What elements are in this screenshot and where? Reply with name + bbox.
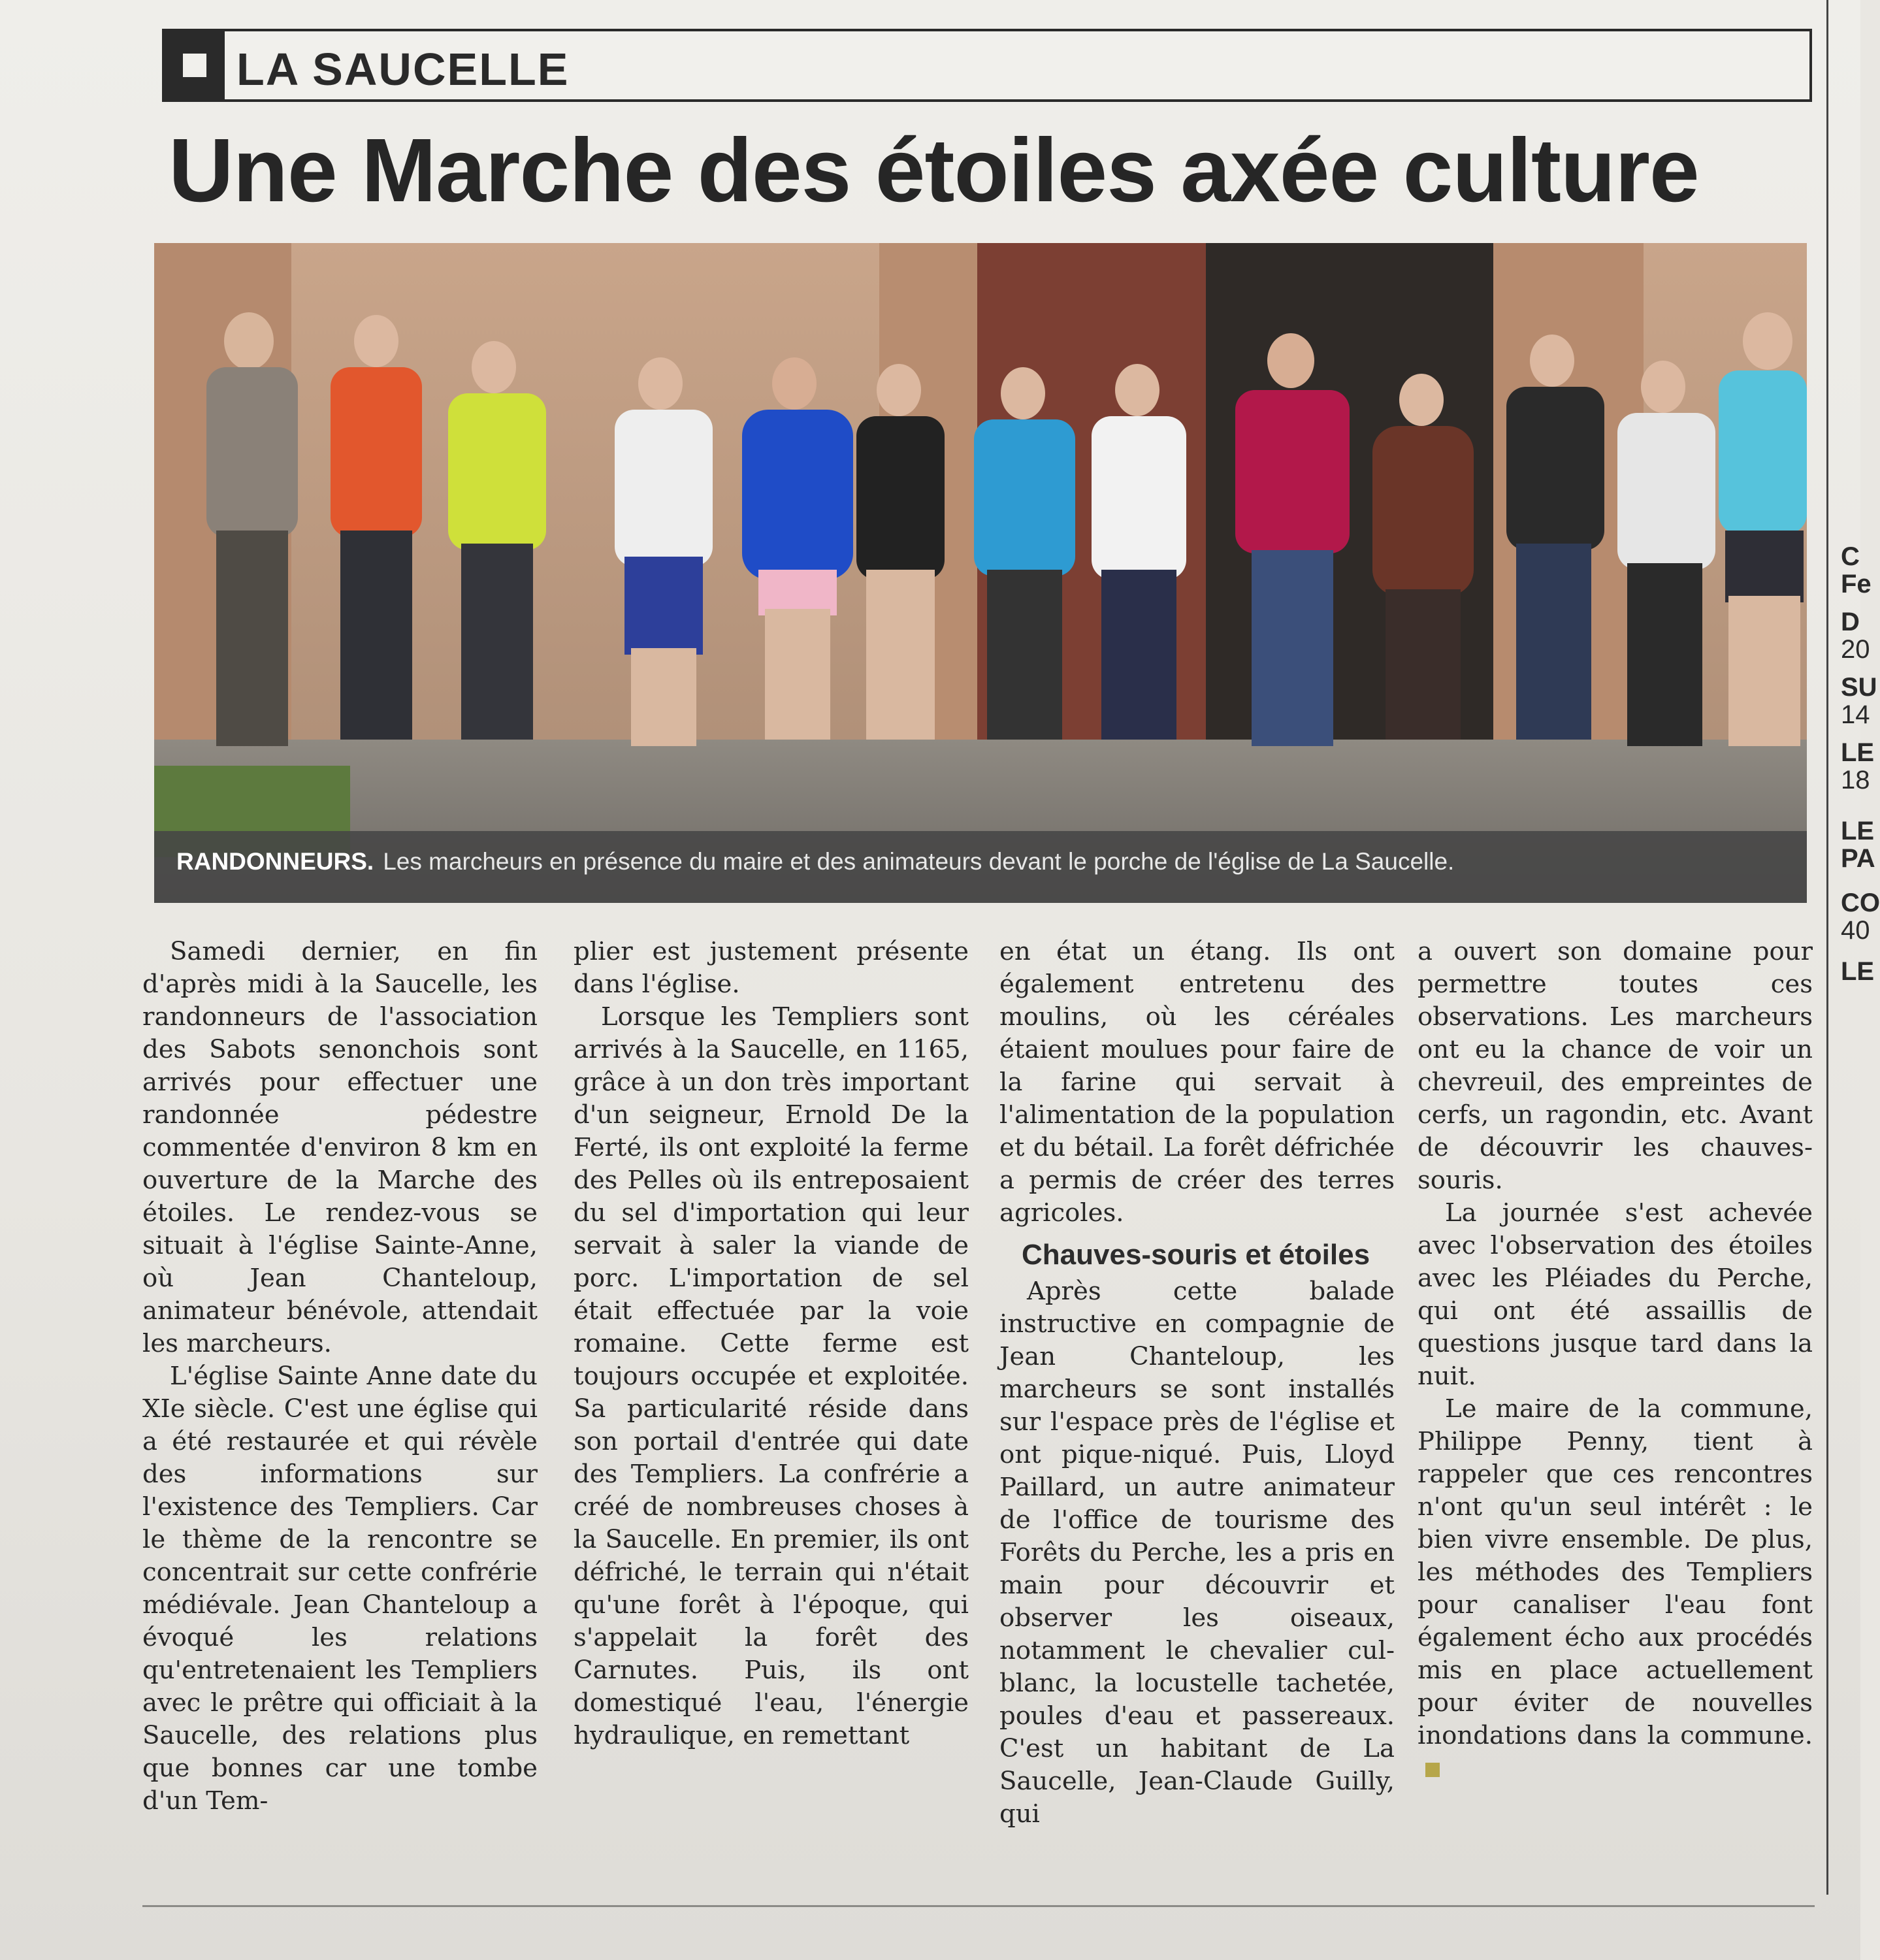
next-article-fragment: 14 [1841,700,1870,729]
paragraph: Lorsque les Templiers sont arrivés à la Saucelle, en 1165, grâce à un don très important d'un seigneur, Ernold De la Ferté, ils ont exploité la ferme des Pelles où ils entreposaient du sel d'importation qui leur servait à saler la viande de porc. L'importation de sel était effectuée par la voie romaine. Cette ferme est toujours occupée et exploitée. Sa particularité réside dans son portail d'entrée qui date des Templiers. La confrérie a créé de nombreuses choses à la Saucelle. En premier, ils ont défriché, le terrain qui n'était qu'une forêt à l'époque, qui s'appelait la forêt des Carnutes. Puis, ils ont domestiqué l'eau, l'énergie hydraulique, en remettant [574,1002,969,1750]
group-photo [154,243,1807,903]
next-article-fragment: LE [1841,738,1875,767]
next-article-fragment: 20 [1841,635,1870,664]
section-name: LA SAUCELLE [236,44,570,95]
next-article-fragment: 18 [1841,766,1870,794]
caption-lead: RANDONNEURS. [176,848,374,875]
subheading: Chauves-souris et étoiles [1022,1239,1370,1271]
next-article-fragment: LE [1841,957,1875,986]
next-article-fragment: Fe [1841,570,1872,598]
next-article-fragment: PA [1841,844,1875,873]
next-article-fragment: SU [1841,673,1877,702]
end-of-article-icon [1425,1763,1440,1777]
paragraph: Après cette balade instructive en compagnie de Jean Chanteloup, les marcheurs se sont installés sur l'espace près de l'église et ont pique-niqué. Puis, Lloyd Paillard, un autre animateur de l'office de tourisme des Forêts du Perche, les a pris en main pour découvrir et observer les oiseaux, notamment le chevalier cul-blanc, la locustelle tachetée, poules d'eau et passereaux. C'est un habitant de La Saucelle, Jean-Claude Guilly, qui [999,1277,1395,1829]
paragraph: plier est justement présente dans l'église. [574,937,969,999]
paragraph: L'église Sainte Anne date du XIe siècle. C'est une église qui a été restaurée et qui révèle des informations sur l'existence des Templiers. Car le thème de la rencontre se concentrait sur cette confrérie médiévale. Jean Chanteloup a évoqué les relations qu'entretenaient les Templiers avec le prêtre qui officiait à la Saucelle, des relations plus que bonnes car une tombe d'un Tem- [142,1362,538,1816]
article-column-2 [574,936,969,1752]
section-header [162,29,1812,102]
paragraph: a ouvert son domaine pour permettre toutes ces observations. Les marcheurs ont eu la chance de voir un chevreuil, des empreintes de cerfs, un ragondin, etc. Avant de découvrir les chauves-souris. [1418,937,1813,1195]
next-article-fragment: LE [1841,817,1875,845]
photo-caption-bar [154,831,1807,903]
photo-illustration [154,243,1807,903]
headline: Une Marche des étoiles axée culture [169,120,1699,221]
article-column-1 [142,936,538,1818]
photo-caption [176,848,1454,875]
previous-article-clipped-text [163,0,1816,18]
bottom-rule [142,1905,1815,1907]
paragraph: La journée s'est achevée avec l'observation des étoiles avec les Pléiades du Perche, qui ont été assaillis de questions jusque tard dans la nuit. [1418,1198,1813,1391]
article-column-4 [1418,936,1813,1785]
next-article-fragment: CO [1841,889,1880,917]
paragraph-text: Le maire de la commune, Philippe Penny, tient à rappeler que ces rencontres n'ont qu'un seul intérêt : le bien vivre ensemble. De plus, les méthodes des Templiers pour canaliser l'eau font également écho aux procédés mis en place actuellement pour éviter de nouvelles inondations dans la commune. [1418,1394,1813,1750]
next-article-fragment: D [1841,608,1860,636]
next-article-fragment: C [1841,542,1860,571]
paragraph-final [1418,1393,1813,1785]
article-column-3 [999,936,1395,1831]
section-marker-icon [165,31,225,99]
right-column-rule [1826,0,1828,1895]
caption-text: Les marcheurs en présence du maire et des animateurs devant le porche de l'église de La Saucelle. [383,848,1455,875]
paragraph: Samedi dernier, en fin d'après midi à la Saucelle, les randonneurs de l'association des Sabots senonchois sont arrivés pour effectuer une randonnée pédestre commentée d'environ 8 km en ouverture de la Marche des étoiles. Le rendez-vous se situait à l'église Sainte-Anne, où Jean Chanteloup, animateur bénévole, attendait les marcheurs. [142,937,538,1358]
paragraph: en état un étang. Ils ont également entretenu des moulins, où les céréales étaient moulues pour faire de la farine qui servait à l'alimentation de la population et du bétail. La forêt défrichée a permis de créer des terres agricoles. [999,937,1395,1228]
next-article-fragment: 40 [1841,916,1870,945]
